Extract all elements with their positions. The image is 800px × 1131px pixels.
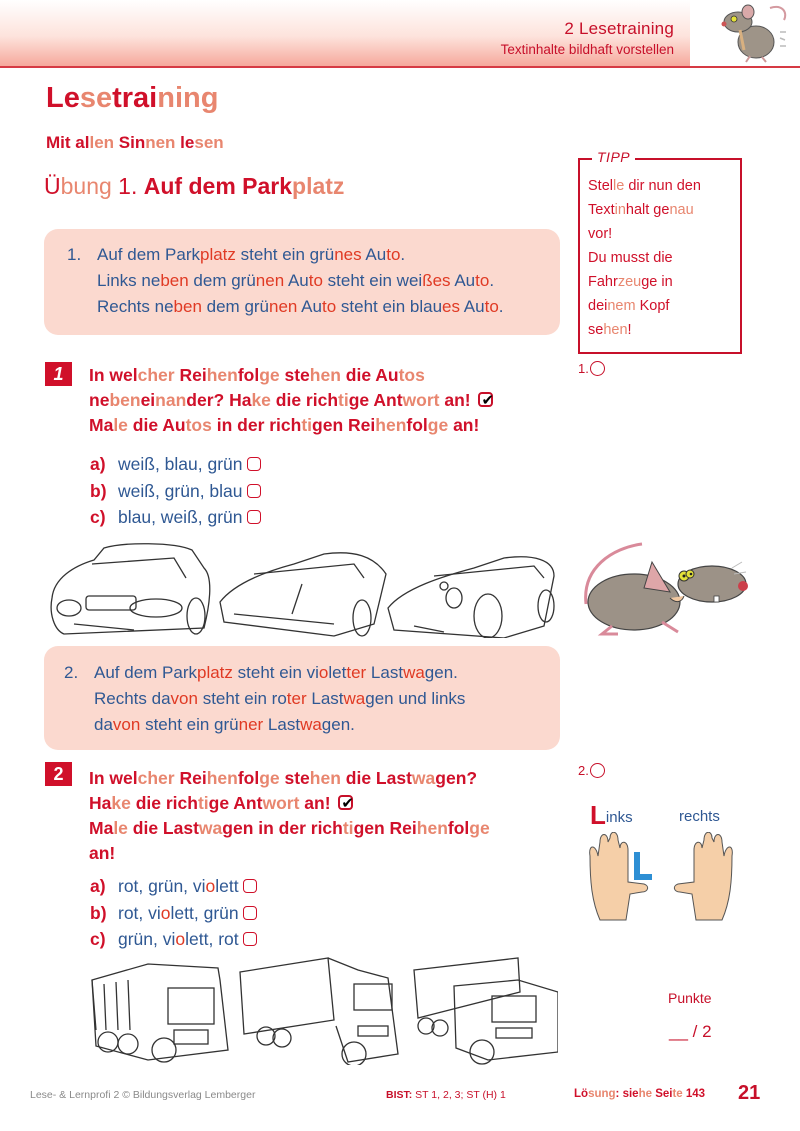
syllable: hen [206,365,238,385]
footer-bist [386,1089,506,1101]
option-letter: a) [90,454,106,474]
syllable: Ha [89,793,112,813]
tipp-box [578,149,742,354]
text-line [588,222,701,246]
task-2-instructions [89,766,490,866]
task-badge-1: 1 [45,362,72,386]
text-line [89,363,493,388]
syllable: Rechts ne [97,297,174,316]
syllable: Last [263,715,301,734]
truck-icon [240,958,398,1065]
bist-label: BIST: [386,1089,413,1101]
syllable: gen Rei [312,415,376,435]
story-text [94,660,465,738]
story-number: 1. [67,245,82,264]
text-line [89,413,493,438]
tipp-text [588,174,701,342]
syllable: cher [137,768,180,788]
text-line [97,268,504,294]
syllable: Rei [179,365,207,385]
answer-option [90,873,257,900]
syllable: Au [460,297,485,316]
syllable: . [400,245,406,264]
answer-checkbox[interactable] [243,932,257,946]
syllable: ti [197,793,209,813]
syllable: tos [185,415,217,435]
option-letter: b) [90,902,107,923]
syllable: Last [366,663,404,682]
text-line [89,816,490,841]
syllable: ge [427,415,454,435]
syllable: nan [155,390,187,410]
syllable: ning [157,82,219,114]
text-line [94,686,465,712]
trucks-illustration [88,950,558,1065]
syllable: to [308,271,323,290]
score-marker-label: 1. [578,361,589,376]
syllable: se [588,322,604,338]
syllable: von [170,689,198,708]
syllable: In wel [89,768,138,788]
syllable: die Last [345,768,412,788]
syllable: lett, grün [170,902,239,923]
syllable: ben [160,271,189,290]
exercise-title-suffix: platz [292,173,345,199]
text-line [97,242,504,268]
syllable: . [498,297,504,316]
syllable: . [489,271,495,290]
syllable: gen Rei [353,818,417,838]
syllable: In wel [89,365,138,385]
syllable: wort [262,793,305,813]
story-box-1 [44,229,560,335]
truck-icon [92,964,228,1062]
syllable: 143 [685,1088,706,1100]
text-line [94,660,465,686]
syllable: ßes [422,271,451,290]
answer-option [90,926,257,953]
syllable: he [638,1088,656,1100]
exercise-title [44,173,344,200]
points-score[interactable]: __ / 2 [669,1022,712,1041]
syllable: sen [194,133,224,152]
syllable: ge [259,365,285,385]
syllable: an! [453,415,480,435]
syllable: ge [469,818,490,838]
syllable: dem grü [201,297,270,316]
text-line [97,294,504,320]
syllable: dem grü [188,271,256,290]
syllable: die rich [275,390,339,410]
syllable: in [614,202,626,218]
text-line [94,712,465,738]
letter-l-icon [634,852,652,880]
syllable: hen [375,415,407,435]
hands-icon [586,832,736,924]
option-letter: b) [90,480,107,501]
syllable: da [94,715,113,734]
exercise-prefix-u: Ü [44,173,61,199]
syllable: steht ein grü [235,245,335,264]
text-line [89,841,490,866]
syllable: nes [334,245,362,264]
exercise-prefix-bung: bung [60,173,112,199]
syllable: Kopf [635,298,670,314]
syllable: der? Ha [186,390,252,410]
syllable: Auf dem Park [97,245,200,264]
syllable: fol [406,415,428,435]
syllable: ti [301,415,313,435]
rat-icon [700,2,792,64]
header-rule [690,66,800,68]
syllable: an! [444,390,471,410]
syllable: Lö [574,1088,589,1100]
syllable: hen [416,818,448,838]
option-text: weiß, grün, blau [118,480,243,501]
syllable: let [328,663,347,682]
car-icon [220,553,386,636]
syllable: nau [669,202,694,218]
syllable: ke [251,390,276,410]
syllable: platz [197,663,233,682]
story-box-2 [44,646,560,750]
syllable: platz [200,245,236,264]
syllable: to [321,297,337,316]
option-letter: c) [90,929,106,949]
syllable: gen. [424,663,458,682]
answer-option [90,478,261,505]
exercise-title-main: Auf dem Park [143,173,293,199]
syllable: sung [588,1088,616,1100]
answer-checkbox[interactable] [247,457,261,471]
syllable: sie [622,1088,639,1100]
syllable: o [318,663,329,682]
syllable: hen [603,322,628,338]
syllable: ge in [641,274,673,290]
syllable: len [89,133,119,152]
syllable: Mit [46,133,76,152]
syllable: rot, vi [118,902,161,923]
truck-icon [414,958,558,1064]
syllable: Au [361,245,387,264]
syllable: : [615,1088,623,1100]
links-rest: inks [605,809,633,826]
option-letter: a) [90,876,106,896]
syllable: dei [588,298,608,314]
syllable: o [205,876,216,896]
answer-option [90,451,261,478]
chapter-subtitle: Textinhalte bildhaft vorstellen [500,42,674,57]
exercise-number: 1. [111,173,144,199]
syllable: es [442,297,460,316]
syllable: Auf dem Park [94,663,197,682]
syllable: an! [304,793,331,813]
checkmark-icon [338,795,353,810]
syllable: cher [137,365,180,385]
syllable: ge Ant [348,390,403,410]
syllable: hen [206,768,238,788]
syllable: le [180,133,195,152]
syllable: dir nun den [624,178,701,194]
text-line [588,270,701,294]
option-text: weiß, blau, grün [118,454,243,474]
task-1-options [90,451,261,531]
syllable: ben [109,390,141,410]
syllable: trai [112,82,158,114]
score-circle-2[interactable] [590,763,605,778]
syllable: ter [346,663,367,682]
answer-checkbox[interactable] [247,510,261,524]
syllable: le [113,818,133,838]
page-title [46,82,218,115]
text-line [89,791,490,816]
text-line [89,388,493,413]
syllable: ter [286,689,307,708]
syllable: Ma [89,415,114,435]
links-big-letter: L [590,800,606,830]
syllable: rot, grün, vi [118,876,206,896]
syllable: grün, vi [118,929,176,949]
syllable: Text [588,202,615,218]
syllable: wa [343,689,366,708]
syllable: Du musst die [588,250,673,266]
syllable: ti [342,818,354,838]
syllable: die Last [132,818,199,838]
syllable: Le [46,82,80,114]
syllable: gen? [435,768,478,788]
syllable: ! [627,322,632,338]
syllable: Au [450,271,476,290]
syllable: halt ge [625,202,670,218]
syllable: o [160,902,171,923]
syllable: hen [309,365,346,385]
syllable: ne [89,390,110,410]
score-marker-label: 2. [578,763,589,778]
syllable: nen [269,297,298,316]
syllable: to [386,245,401,264]
syllable: Rechts da [94,689,171,708]
syllable: ti [338,390,349,410]
syllable: gen und links [365,689,466,708]
syllable: le [613,178,625,194]
syllable: wa [300,715,322,734]
syllable: hen [309,768,346,788]
syllable: Links ne [97,271,161,290]
syllable: gen. [321,715,355,734]
chapter-title: 2 Lesetraining [564,19,674,38]
syllable: nem [607,298,636,314]
task-1-instructions [89,363,493,438]
text-line [89,766,490,791]
story-number: 2. [64,663,79,682]
cars-illustration [44,538,559,638]
syllable: steht ein ro [197,689,287,708]
syllable: die Au [132,415,186,435]
bist-value: ST 1, 2, 3; ST (H) 1 [412,1089,506,1101]
syllable: al [75,133,90,152]
syllable: Ma [89,818,114,838]
text-line [588,198,701,222]
points-label: Punkte [668,990,712,1006]
answer-checkbox[interactable] [247,484,261,498]
syllable: wa [403,663,425,682]
syllable: in der rich [216,415,302,435]
syllable: se [79,82,113,114]
rat-icon [572,538,752,642]
syllable: zeu [617,274,642,290]
syllable: wa [198,818,223,838]
answer-option [90,504,261,531]
links-label [590,800,633,831]
story-text [97,242,504,320]
text-line [588,294,701,318]
syllable: die Au [345,365,399,385]
syllable: gen in der rich [222,818,343,838]
syllable: Stel [588,178,613,194]
answer-option [90,900,257,927]
syllable: wort [402,390,445,410]
syllable: nen [255,271,285,290]
score-circle-1[interactable] [590,361,605,376]
answer-checkbox[interactable] [243,879,257,893]
checkmark-icon [478,392,493,407]
syllable: Last [306,689,344,708]
task-2-options [90,873,257,953]
syllable: le [113,415,133,435]
syllable: vor! [588,226,613,242]
footer-solution [574,1088,705,1100]
syllable: steht ein wei [322,271,423,290]
syllable: ben [173,297,202,316]
option-letter: c) [90,507,106,527]
syllable: ke [111,793,136,813]
text-line [588,246,701,270]
syllable: die rich [135,793,198,813]
syllable: steht ein blau [336,297,443,316]
syllable: steht ein vi [232,663,319,682]
syllable: steht ein grü [140,715,239,734]
syllable: Au [297,297,322,316]
section-subheading [46,133,224,153]
syllable: te [672,1088,686,1100]
syllable: ge [259,768,285,788]
syllable: fol [237,768,260,788]
syllable: to [484,297,499,316]
answer-checkbox[interactable] [243,906,257,920]
syllable: von [112,715,141,734]
syllable: Rei [179,768,207,788]
syllable: tos [398,365,425,385]
syllable: fol [447,818,470,838]
syllable: to [475,271,490,290]
car-icon [51,544,210,634]
syllable: ei [140,390,156,410]
syllable: nen [145,133,181,152]
syllable: ner [238,715,264,734]
option-text [118,900,239,927]
option-text: blau, weiß, grün [118,507,243,527]
option-text [118,926,239,953]
page-number: 21 [738,1082,761,1104]
syllable: Fahr [588,274,618,290]
syllable: Sin [118,133,146,152]
syllable: Au [284,271,309,290]
score-marker-2 [578,763,605,778]
task-badge-2: 2 [45,762,72,786]
syllable: an! [89,843,116,863]
syllable: ste [284,365,310,385]
syllable: lett [215,876,239,896]
score-marker-1 [578,361,605,376]
syllable: ge Ant [208,793,263,813]
syllable: ste [284,768,310,788]
syllable: wa [411,768,436,788]
rechts-label: rechts [679,808,720,825]
text-line [588,174,701,198]
option-text [118,873,239,900]
tipp-label: TIPP [592,149,635,165]
syllable: lett, rot [185,929,239,949]
syllable: Sei [655,1088,673,1100]
syllable: o [175,929,186,949]
car-icon [388,557,554,638]
text-line [588,318,701,342]
syllable: fol [237,365,260,385]
footer-copyright: Lese- & Lernprofi 2 © Bildungsverlag Lemberger [30,1089,256,1101]
